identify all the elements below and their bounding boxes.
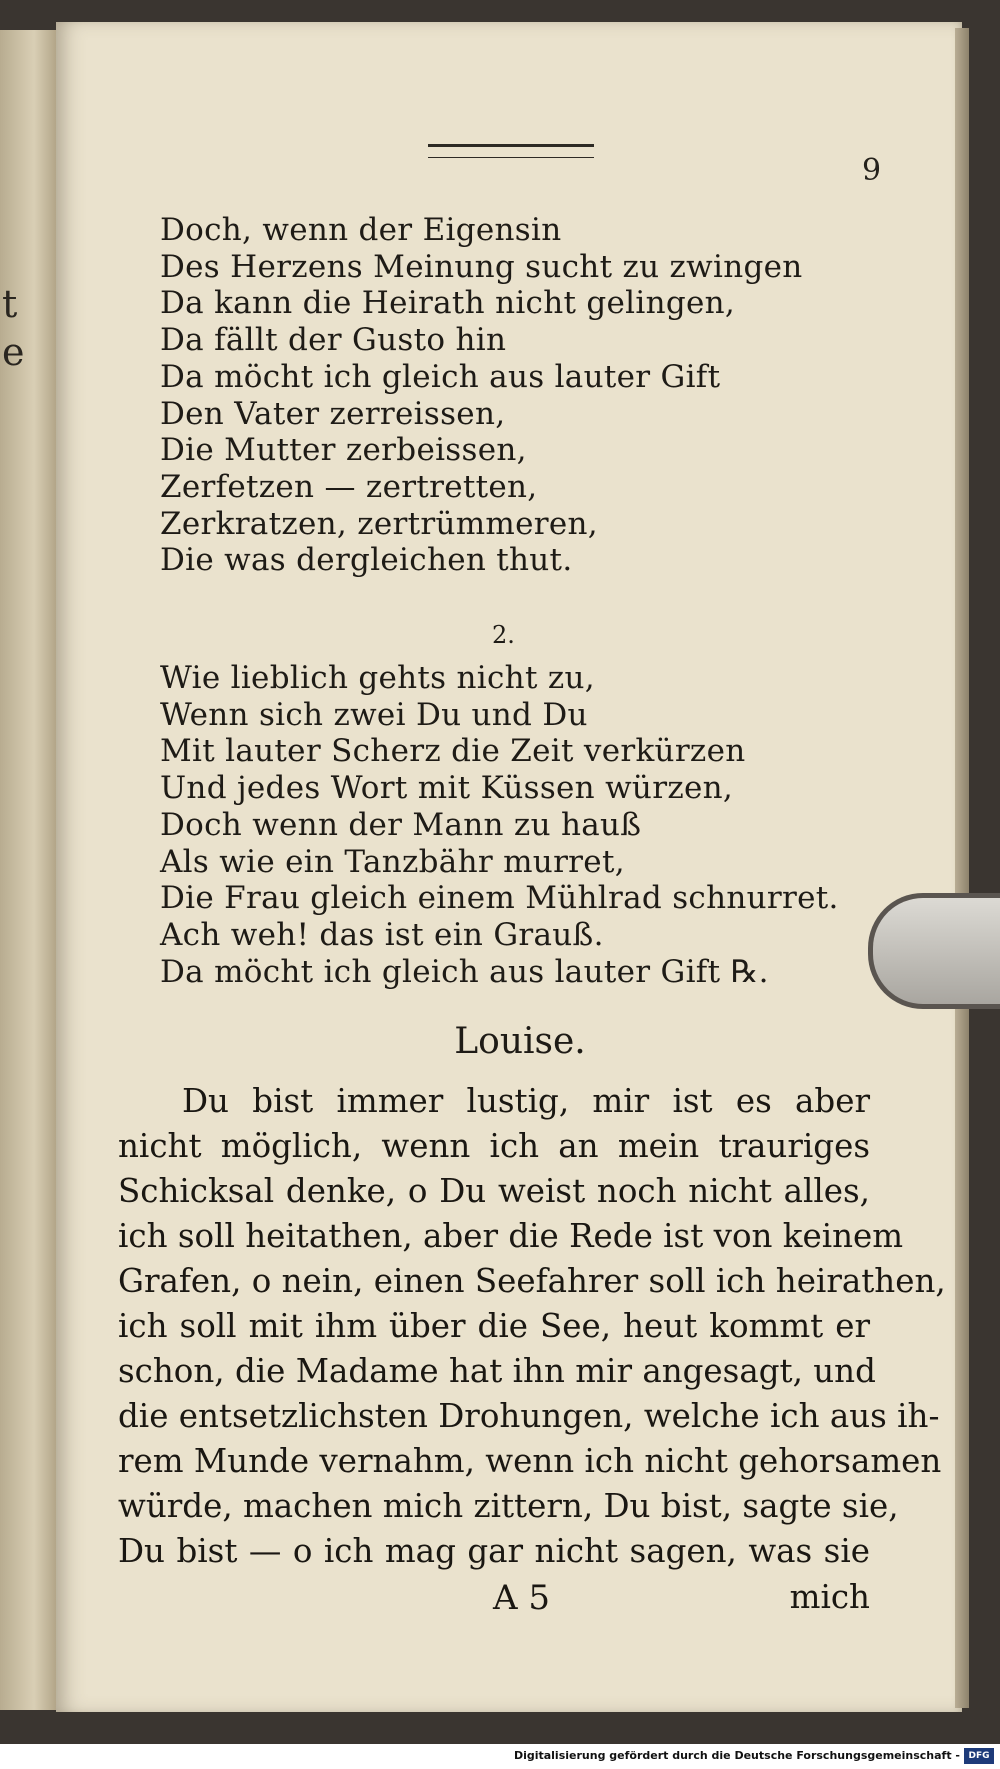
prose-line: Du bist — o ich mag gar nicht sagen, was sie	[118, 1532, 870, 1570]
verse-line: Zerkratzen, zertrümmeren,	[160, 505, 598, 542]
stanza-number: 2.	[492, 621, 515, 649]
verse-line: Doch, wenn der Eigensin	[160, 212, 562, 248]
footer-credit: Digitalisierung gefördert durch die Deutsche Forschungsgemeinschaft -	[513, 1749, 960, 1762]
verse-line: Den Vater zerreissen,	[160, 395, 506, 432]
verse-line: Die Frau gleich einem Mühlrad schnurret.	[160, 880, 839, 917]
verse-line: Mit lauter Scherz die Zeit verkürzen	[160, 733, 746, 770]
verse-line: Da möcht ich gleich aus lauter Gift	[160, 358, 721, 395]
verse-line: Des Herzens Meinung sucht zu zwingen	[160, 248, 803, 285]
prose-line: Grafen, o nein, einen Seefahrer soll ich heirathen,	[118, 1262, 946, 1300]
speaker-heading: Louise.	[454, 1021, 586, 1062]
prose-line: rem Munde vernahm, wenn ich nicht gehorsamen	[118, 1442, 942, 1480]
digitization-footer	[0, 1744, 1000, 1769]
verse-line: Als wie ein Tanzbähr murret,	[160, 843, 625, 880]
verse-line: Da fällt der Gusto hin	[160, 322, 507, 359]
left-page-edge	[0, 30, 62, 1710]
prose-line: ich soll heitathen, aber die Rede ist von keinem	[118, 1217, 904, 1255]
left-page-fragment: t	[2, 282, 18, 326]
dfg-logo-icon: DFG	[964, 1748, 994, 1764]
verse-line: Die was dergleichen thut.	[160, 542, 573, 579]
verse-line: Wenn sich zwei Du und Du	[160, 696, 588, 733]
prose-line: Schicksal denke, o Du weist noch nicht alles,	[118, 1172, 870, 1210]
verse-line: Wie lieblich gehts nicht zu,	[160, 660, 595, 696]
page-footer-row	[118, 1578, 870, 1628]
prose-line: die entsetzlichsten Drohungen, welche ich aus ih-	[118, 1397, 940, 1435]
prose-line: Du bist immer lustig, mir ist es aber	[182, 1082, 870, 1120]
verse-line: Zerfetzen — zertretten,	[160, 468, 538, 505]
verse-line: Die Mutter zerbeissen,	[160, 432, 527, 469]
prose-line: würde, machen mich zittern, Du bist, sagte sie,	[118, 1487, 899, 1525]
verse-line: Da kann die Heirath nicht gelingen,	[160, 285, 736, 322]
page-number: 9	[862, 153, 882, 188]
left-page-fragment: e	[2, 330, 25, 374]
catchword: mich	[789, 1578, 870, 1616]
verse-line: Da möcht ich gleich aus lauter Gift ℞.	[160, 953, 769, 990]
verse-line: Ach weh! das ist ein Grauß.	[160, 916, 604, 953]
prose-line: ich soll mit ihm über die See, heut kommt er	[118, 1307, 870, 1345]
page-clip	[868, 893, 1000, 1009]
verse-line: Doch wenn der Mann zu hauß	[160, 806, 642, 843]
verse-line: Und jedes Wort mit Küssen würzen,	[160, 770, 734, 807]
signature-mark: A 5	[493, 1578, 550, 1618]
page-stack-edge	[955, 28, 969, 1708]
header-ornament-rule	[428, 144, 594, 158]
prose-line: nicht möglich, wenn ich an mein trauriges	[118, 1127, 870, 1165]
prose-line: schon, die Madame hat ihn mir angesagt, und	[118, 1352, 876, 1390]
